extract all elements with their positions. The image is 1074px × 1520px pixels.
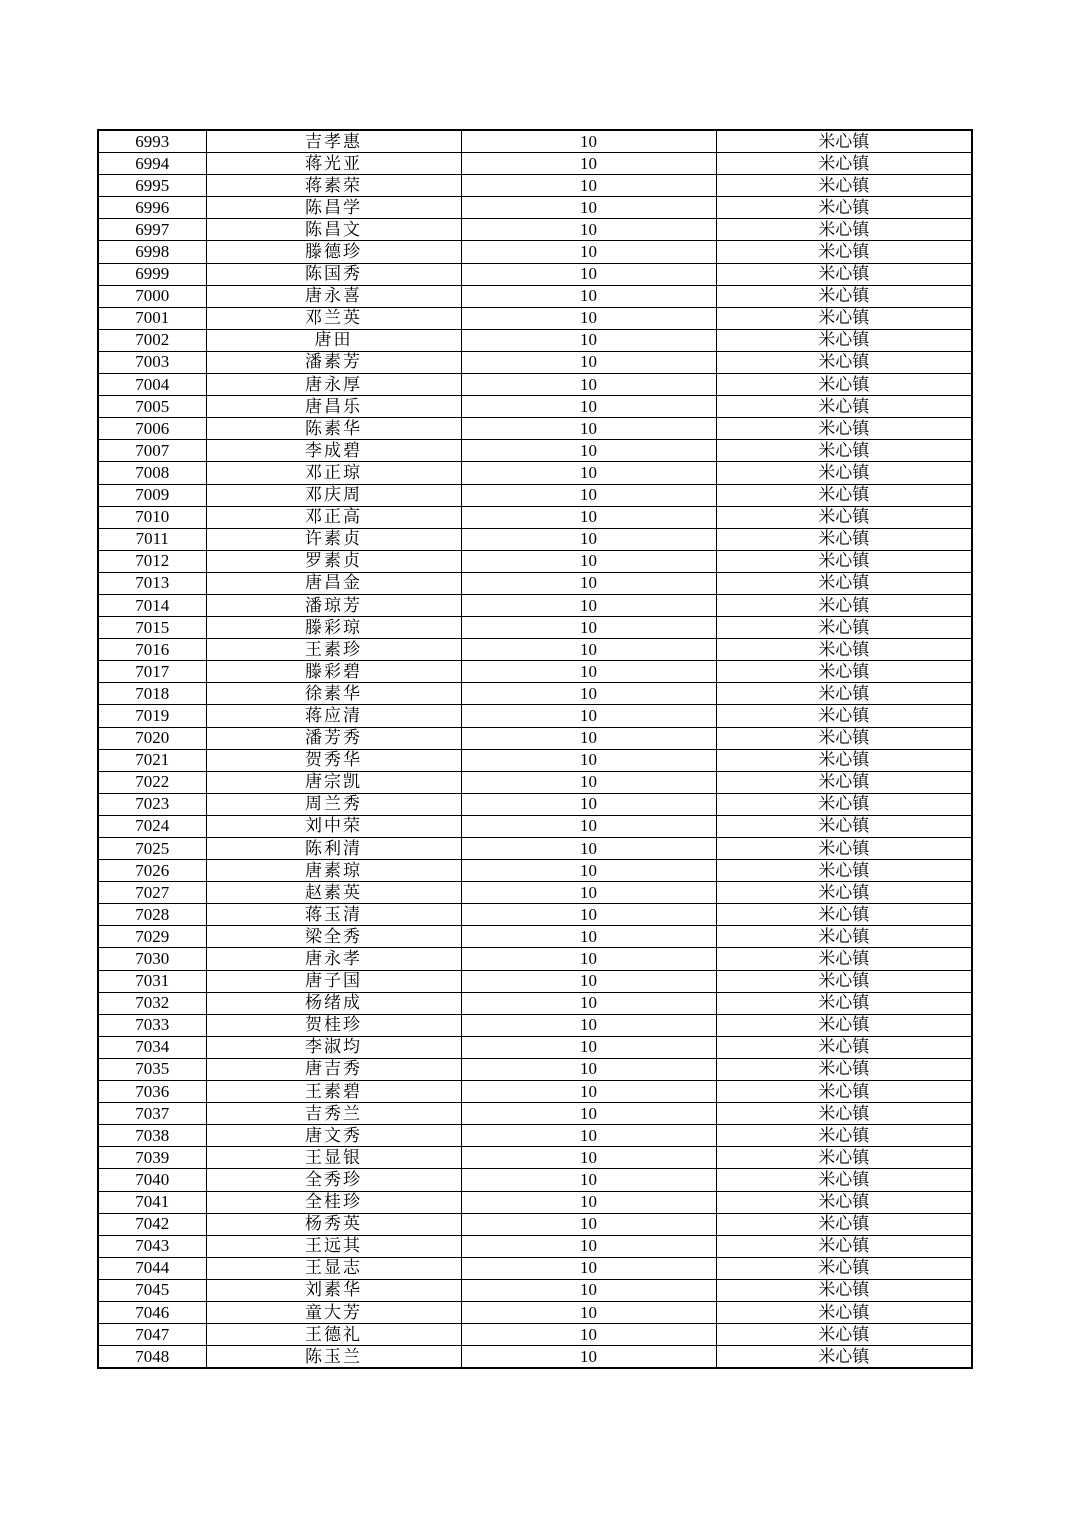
serial-number-cell: 7004 [98,374,206,396]
town-cell: 米心镇 [716,1191,972,1213]
table-row [98,285,972,307]
town-cell: 米心镇 [716,506,972,528]
town-cell: 米心镇 [716,771,972,793]
table-row [98,197,972,219]
amount-cell: 10 [461,970,716,992]
person-name-cell: 陈玉兰 [206,1346,461,1369]
person-name-cell: 许素贞 [206,528,461,550]
town-cell: 米心镇 [716,1169,972,1191]
table-row [98,882,972,904]
table-row [98,793,972,815]
serial-number-cell: 7018 [98,683,206,705]
town-cell: 米心镇 [716,307,972,329]
amount-cell: 10 [461,241,716,263]
town-cell: 米心镇 [716,1301,972,1323]
person-name-cell: 梁全秀 [206,926,461,948]
serial-number-cell: 7019 [98,705,206,727]
serial-number-cell: 7028 [98,904,206,926]
town-cell: 米心镇 [716,948,972,970]
amount-cell: 10 [461,130,716,153]
serial-number-cell: 7033 [98,1014,206,1036]
person-name-cell: 王远其 [206,1235,461,1257]
town-cell: 米心镇 [716,838,972,860]
person-name-cell: 陈国秀 [206,263,461,285]
table-row [98,1036,972,1058]
serial-number-cell: 7020 [98,727,206,749]
amount-cell: 10 [461,1103,716,1125]
table-row [98,749,972,771]
person-name-cell: 王素珍 [206,639,461,661]
table-row [98,1191,972,1213]
table-row [98,572,972,594]
amount-cell: 10 [461,948,716,970]
table-row [98,396,972,418]
serial-number-cell: 7040 [98,1169,206,1191]
serial-number-cell: 7016 [98,639,206,661]
person-name-cell: 王素碧 [206,1081,461,1103]
table-row [98,1324,972,1346]
amount-cell: 10 [461,727,716,749]
serial-number-cell: 7024 [98,815,206,837]
table-row [98,1235,972,1257]
serial-number-cell: 7008 [98,462,206,484]
serial-number-cell: 7035 [98,1058,206,1080]
serial-number-cell: 6993 [98,130,206,153]
amount-cell: 10 [461,484,716,506]
town-cell: 米心镇 [716,130,972,153]
table-row [98,1301,972,1323]
table-row [98,838,972,860]
town-cell: 米心镇 [716,351,972,373]
table-row [98,815,972,837]
person-name-cell: 唐永孝 [206,948,461,970]
person-name-cell: 李成碧 [206,440,461,462]
table-row [98,904,972,926]
person-name-cell: 周兰秀 [206,793,461,815]
town-cell: 米心镇 [716,661,972,683]
roster-table [97,129,973,1369]
person-name-cell: 陈昌学 [206,197,461,219]
person-name-cell: 唐宗凯 [206,771,461,793]
town-cell: 米心镇 [716,1235,972,1257]
table-row [98,1058,972,1080]
table-row [98,1014,972,1036]
serial-number-cell: 7048 [98,1346,206,1369]
amount-cell: 10 [461,639,716,661]
person-name-cell: 贺桂珍 [206,1014,461,1036]
amount-cell: 10 [461,882,716,904]
person-name-cell: 贺秀华 [206,749,461,771]
serial-number-cell: 7014 [98,594,206,616]
serial-number-cell: 7013 [98,572,206,594]
town-cell: 米心镇 [716,617,972,639]
table-row [98,992,972,1014]
person-name-cell: 赵素英 [206,882,461,904]
serial-number-cell: 7015 [98,617,206,639]
table-row [98,683,972,705]
person-name-cell: 陈昌文 [206,219,461,241]
amount-cell: 10 [461,175,716,197]
town-cell: 米心镇 [716,197,972,219]
amount-cell: 10 [461,1235,716,1257]
table-row [98,1257,972,1279]
amount-cell: 10 [461,1191,716,1213]
town-cell: 米心镇 [716,683,972,705]
person-name-cell: 唐田 [206,329,461,351]
serial-number-cell: 7005 [98,396,206,418]
serial-number-cell: 7032 [98,992,206,1014]
person-name-cell: 全秀珍 [206,1169,461,1191]
town-cell: 米心镇 [716,970,972,992]
amount-cell: 10 [461,793,716,815]
table-row [98,860,972,882]
amount-cell: 10 [461,285,716,307]
amount-cell: 10 [461,506,716,528]
person-name-cell: 邓庆周 [206,484,461,506]
town-cell: 米心镇 [716,1058,972,1080]
person-name-cell: 邓正高 [206,506,461,528]
amount-cell: 10 [461,351,716,373]
serial-number-cell: 6998 [98,241,206,263]
amount-cell: 10 [461,307,716,329]
amount-cell: 10 [461,219,716,241]
person-name-cell: 徐素华 [206,683,461,705]
town-cell: 米心镇 [716,1014,972,1036]
amount-cell: 10 [461,440,716,462]
amount-cell: 10 [461,749,716,771]
town-cell: 米心镇 [716,484,972,506]
person-name-cell: 杨秀英 [206,1213,461,1235]
town-cell: 米心镇 [716,374,972,396]
town-cell: 米心镇 [716,418,972,440]
amount-cell: 10 [461,1257,716,1279]
serial-number-cell: 7022 [98,771,206,793]
table-row [98,329,972,351]
table-row [98,1147,972,1169]
person-name-cell: 唐永喜 [206,285,461,307]
person-name-cell: 潘素芳 [206,351,461,373]
amount-cell: 10 [461,396,716,418]
person-name-cell: 蒋光亚 [206,153,461,175]
person-name-cell: 王德礼 [206,1324,461,1346]
town-cell: 米心镇 [716,594,972,616]
table-row [98,351,972,373]
serial-number-cell: 6999 [98,263,206,285]
table-row [98,727,972,749]
amount-cell: 10 [461,1301,716,1323]
serial-number-cell: 7037 [98,1103,206,1125]
town-cell: 米心镇 [716,1346,972,1369]
town-cell: 米心镇 [716,153,972,175]
table-row [98,175,972,197]
amount-cell: 10 [461,263,716,285]
person-name-cell: 刘素华 [206,1279,461,1301]
amount-cell: 10 [461,838,716,860]
town-cell: 米心镇 [716,219,972,241]
amount-cell: 10 [461,197,716,219]
town-cell: 米心镇 [716,992,972,1014]
serial-number-cell: 7011 [98,528,206,550]
amount-cell: 10 [461,860,716,882]
amount-cell: 10 [461,1324,716,1346]
amount-cell: 10 [461,1014,716,1036]
table-row [98,771,972,793]
table-row [98,528,972,550]
serial-number-cell: 7002 [98,329,206,351]
amount-cell: 10 [461,418,716,440]
person-name-cell: 唐吉秀 [206,1058,461,1080]
person-name-cell: 潘芳秀 [206,727,461,749]
table-row [98,661,972,683]
person-name-cell: 罗素贞 [206,550,461,572]
amount-cell: 10 [461,683,716,705]
town-cell: 米心镇 [716,285,972,307]
person-name-cell: 陈利清 [206,838,461,860]
table-row [98,374,972,396]
person-name-cell: 唐昌金 [206,572,461,594]
person-name-cell: 唐文秀 [206,1125,461,1147]
person-name-cell: 唐永厚 [206,374,461,396]
serial-number-cell: 6995 [98,175,206,197]
serial-number-cell: 7025 [98,838,206,860]
town-cell: 米心镇 [716,1103,972,1125]
serial-number-cell: 7017 [98,661,206,683]
person-name-cell: 滕彩琼 [206,617,461,639]
person-name-cell: 杨绪成 [206,992,461,1014]
town-cell: 米心镇 [716,175,972,197]
serial-number-cell: 7012 [98,550,206,572]
town-cell: 米心镇 [716,815,972,837]
amount-cell: 10 [461,1036,716,1058]
table-row [98,1125,972,1147]
table-row [98,1169,972,1191]
amount-cell: 10 [461,329,716,351]
person-name-cell: 唐子国 [206,970,461,992]
table-row [98,948,972,970]
serial-number-cell: 7039 [98,1147,206,1169]
town-cell: 米心镇 [716,882,972,904]
table-row [98,418,972,440]
serial-number-cell: 7003 [98,351,206,373]
town-cell: 米心镇 [716,550,972,572]
person-name-cell: 全桂珍 [206,1191,461,1213]
table-row [98,130,972,153]
town-cell: 米心镇 [716,727,972,749]
town-cell: 米心镇 [716,749,972,771]
person-name-cell: 唐素琼 [206,860,461,882]
serial-number-cell: 6994 [98,153,206,175]
table-row [98,1103,972,1125]
person-name-cell: 蒋应清 [206,705,461,727]
serial-number-cell: 6996 [98,197,206,219]
serial-number-cell: 7026 [98,860,206,882]
serial-number-cell: 7010 [98,506,206,528]
amount-cell: 10 [461,1081,716,1103]
serial-number-cell: 7034 [98,1036,206,1058]
table-row [98,307,972,329]
town-cell: 米心镇 [716,705,972,727]
table-row [98,639,972,661]
person-name-cell: 王显银 [206,1147,461,1169]
person-name-cell: 蒋素荣 [206,175,461,197]
amount-cell: 10 [461,572,716,594]
person-name-cell: 童大芳 [206,1301,461,1323]
town-cell: 米心镇 [716,241,972,263]
table-row [98,440,972,462]
serial-number-cell: 7030 [98,948,206,970]
serial-number-cell: 7021 [98,749,206,771]
town-cell: 米心镇 [716,1213,972,1235]
person-name-cell: 唐昌乐 [206,396,461,418]
serial-number-cell: 7044 [98,1257,206,1279]
amount-cell: 10 [461,550,716,572]
amount-cell: 10 [461,374,716,396]
amount-cell: 10 [461,462,716,484]
town-cell: 米心镇 [716,1257,972,1279]
table-row [98,970,972,992]
town-cell: 米心镇 [716,462,972,484]
table-row [98,484,972,506]
amount-cell: 10 [461,926,716,948]
serial-number-cell: 7001 [98,307,206,329]
serial-number-cell: 7027 [98,882,206,904]
table-row [98,241,972,263]
amount-cell: 10 [461,1213,716,1235]
serial-number-cell: 7036 [98,1081,206,1103]
serial-number-cell: 7041 [98,1191,206,1213]
table-row [98,1213,972,1235]
town-cell: 米心镇 [716,440,972,462]
person-name-cell: 吉秀兰 [206,1103,461,1125]
amount-cell: 10 [461,1346,716,1369]
amount-cell: 10 [461,594,716,616]
town-cell: 米心镇 [716,1324,972,1346]
person-name-cell: 吉孝惠 [206,130,461,153]
town-cell: 米心镇 [716,1036,972,1058]
town-cell: 米心镇 [716,263,972,285]
town-cell: 米心镇 [716,528,972,550]
serial-number-cell: 6997 [98,219,206,241]
amount-cell: 10 [461,771,716,793]
town-cell: 米心镇 [716,793,972,815]
serial-number-cell: 7042 [98,1213,206,1235]
serial-number-cell: 7038 [98,1125,206,1147]
table-row [98,594,972,616]
serial-number-cell: 7043 [98,1235,206,1257]
serial-number-cell: 7029 [98,926,206,948]
person-name-cell: 陈素华 [206,418,461,440]
table-row [98,705,972,727]
amount-cell: 10 [461,153,716,175]
table-row [98,617,972,639]
town-cell: 米心镇 [716,572,972,594]
amount-cell: 10 [461,661,716,683]
amount-cell: 10 [461,904,716,926]
town-cell: 米心镇 [716,926,972,948]
town-cell: 米心镇 [716,639,972,661]
table-row [98,550,972,572]
table-row [98,506,972,528]
table-row [98,1346,972,1369]
person-name-cell: 潘琼芳 [206,594,461,616]
serial-number-cell: 7045 [98,1279,206,1301]
amount-cell: 10 [461,815,716,837]
amount-cell: 10 [461,1058,716,1080]
person-name-cell: 滕德珍 [206,241,461,263]
person-name-cell: 邓正琼 [206,462,461,484]
table-row [98,926,972,948]
roster-table-body [98,130,972,1368]
person-name-cell: 王显志 [206,1257,461,1279]
table-row [98,1081,972,1103]
amount-cell: 10 [461,617,716,639]
table-row [98,1279,972,1301]
town-cell: 米心镇 [716,1279,972,1301]
person-name-cell: 蒋玉清 [206,904,461,926]
amount-cell: 10 [461,992,716,1014]
table-row [98,462,972,484]
town-cell: 米心镇 [716,860,972,882]
town-cell: 米心镇 [716,396,972,418]
serial-number-cell: 7006 [98,418,206,440]
table-row [98,263,972,285]
amount-cell: 10 [461,528,716,550]
town-cell: 米心镇 [716,904,972,926]
person-name-cell: 刘中荣 [206,815,461,837]
serial-number-cell: 7000 [98,285,206,307]
amount-cell: 10 [461,1169,716,1191]
town-cell: 米心镇 [716,1125,972,1147]
town-cell: 米心镇 [716,1081,972,1103]
serial-number-cell: 7009 [98,484,206,506]
serial-number-cell: 7023 [98,793,206,815]
person-name-cell: 李淑均 [206,1036,461,1058]
amount-cell: 10 [461,1147,716,1169]
table-row [98,153,972,175]
table-row [98,219,972,241]
amount-cell: 10 [461,705,716,727]
amount-cell: 10 [461,1279,716,1301]
town-cell: 米心镇 [716,1147,972,1169]
person-name-cell: 邓兰英 [206,307,461,329]
town-cell: 米心镇 [716,329,972,351]
serial-number-cell: 7046 [98,1301,206,1323]
person-name-cell: 滕彩碧 [206,661,461,683]
serial-number-cell: 7007 [98,440,206,462]
amount-cell: 10 [461,1125,716,1147]
serial-number-cell: 7047 [98,1324,206,1346]
serial-number-cell: 7031 [98,970,206,992]
